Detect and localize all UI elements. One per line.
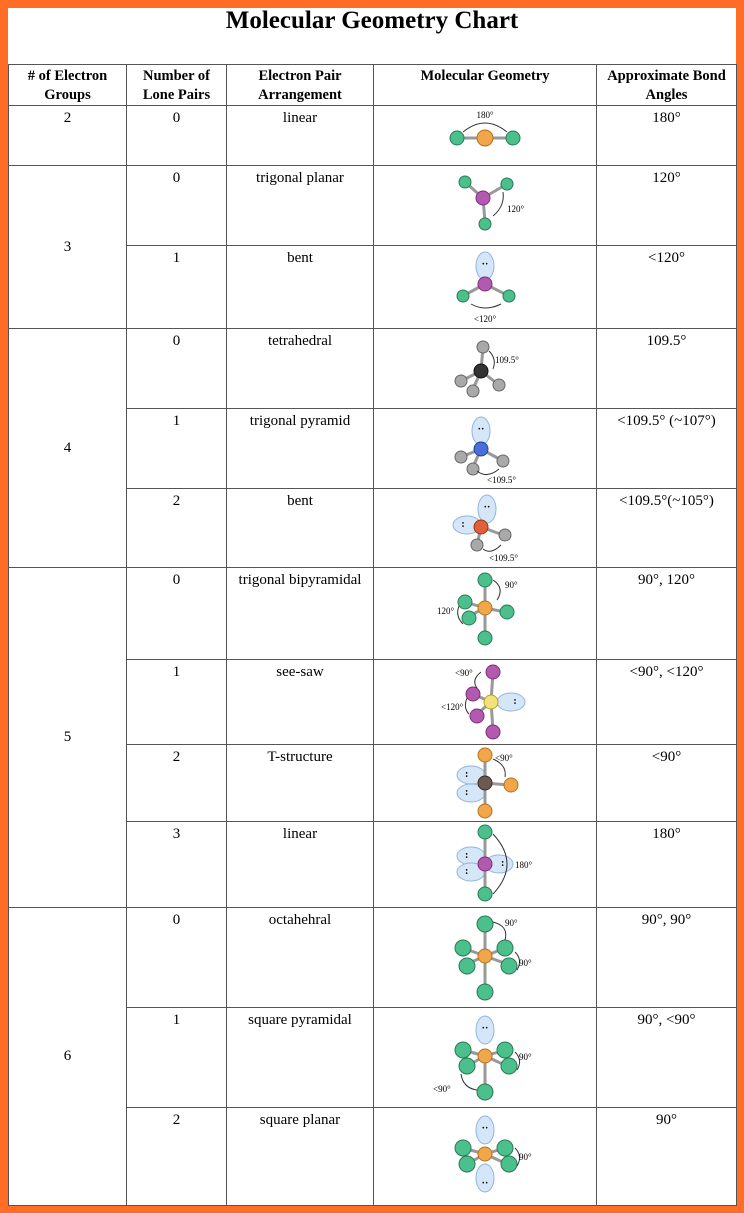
arrangement-cell (227, 246, 374, 329)
bond-angle-cell (597, 908, 737, 1008)
electron-groups-value: 2 (63, 110, 72, 126)
arrangement-value: octahehral (268, 912, 332, 928)
table-row (9, 908, 737, 1008)
central-atom (474, 442, 488, 456)
arrangement-value: T-structure (267, 749, 333, 765)
arrangement-value: tetrahedral (267, 333, 333, 349)
svg-text:··: ·· (483, 502, 491, 513)
outer-atom (500, 605, 514, 619)
arrangement-value: trigonal planar (256, 170, 344, 186)
outer-atom (503, 290, 515, 302)
arrangement-value: linear (282, 826, 318, 842)
svg-text::: : (465, 850, 469, 861)
electron-groups-cell (9, 568, 127, 908)
bond-angle-value: 109.5° (646, 333, 687, 349)
arrangement-cell (227, 908, 374, 1008)
central-atom (478, 277, 492, 291)
lone-pairs-value: 1 (172, 664, 181, 680)
bond-angle-cell (597, 1108, 737, 1206)
header-groups: # of Electron Groups (9, 65, 127, 106)
outer-atom (459, 1058, 475, 1074)
tetrahedral-diagram (425, 329, 545, 405)
arrangement-cell (227, 106, 374, 166)
bond-angle-cell (597, 329, 737, 409)
bond-angle-value: <90° (651, 749, 682, 765)
angle-arc (493, 192, 503, 216)
outer-atom (467, 385, 479, 397)
arrangement-cell (227, 489, 374, 568)
lone-pairs-value: 0 (172, 110, 181, 126)
bond-angle-value: 180° (652, 826, 681, 842)
electron-groups-cell (9, 329, 127, 568)
table-row (9, 106, 737, 166)
arrangement-cell (227, 660, 374, 745)
svg-text:··: ·· (481, 1123, 489, 1134)
outer-atom (486, 725, 500, 739)
arrangement-value: linear (282, 110, 318, 126)
geometry-table (8, 64, 737, 1206)
bond-angle-cell (597, 660, 737, 745)
geometry-cell (374, 246, 597, 329)
outer-atom (467, 463, 479, 475)
geometry-cell (374, 1008, 597, 1108)
arrangement-value: see-saw (276, 664, 324, 680)
see-saw-diagram (425, 660, 545, 742)
arrangement-cell (227, 166, 374, 246)
outer-atom (478, 573, 492, 587)
bond-angle-value: 90°, 90° (641, 912, 692, 928)
octahedral-diagram (425, 908, 545, 1004)
outer-atom (455, 375, 467, 387)
chart-sheet (8, 8, 736, 1205)
geometry-cell (374, 660, 597, 745)
angle-arc (477, 469, 499, 475)
outer-atom (478, 887, 492, 901)
central-atom (478, 949, 492, 963)
bond-angle-cell (597, 745, 737, 822)
angle-arc (483, 545, 501, 551)
header-geometry: Molecular Geometry (374, 65, 597, 106)
trigonal-planar-diagram (425, 166, 545, 242)
angle-label: 120° (437, 606, 455, 616)
geometry-cell (374, 568, 597, 660)
angle-label: <90° (455, 668, 473, 678)
electron-groups-cell (9, 166, 127, 329)
outer-atom (478, 748, 492, 762)
bond-angle-cell (597, 568, 737, 660)
electron-groups-value: 3 (63, 238, 72, 255)
outer-atom (477, 341, 489, 353)
angle-label: <120° (473, 314, 497, 324)
lone-pairs-cell (127, 1108, 227, 1206)
bent-tetrahedral-diagram (425, 489, 545, 565)
angle-arc (489, 351, 494, 369)
arrangement-cell (227, 745, 374, 822)
bond-angle-value: <109.5° (~107°) (617, 413, 716, 429)
outer-atom (497, 1042, 513, 1058)
svg-text:··: ·· (481, 1178, 489, 1189)
bond-angle-value: 120° (652, 170, 681, 186)
electron-groups-cell (9, 908, 127, 1206)
lone-pairs-value: 0 (172, 572, 181, 588)
arrangement-value: trigonal pyramid (249, 413, 351, 429)
t-structure-diagram (425, 745, 545, 819)
svg-text::: : (465, 769, 469, 780)
bond-angle-cell (597, 489, 737, 568)
arrangement-cell (227, 1008, 374, 1108)
arrangement-cell (227, 329, 374, 409)
angle-label: 120° (507, 204, 525, 214)
lone-pairs-cell (127, 908, 227, 1008)
svg-text:··: ·· (481, 1023, 489, 1034)
svg-text::: : (465, 866, 469, 877)
bond-angle-cell (597, 246, 737, 329)
lone-pairs-value: 0 (172, 333, 181, 349)
angle-label: 90° (505, 918, 518, 928)
electron-groups-value: 4 (63, 439, 72, 456)
angle-label: <109.5° (489, 553, 518, 563)
angle-label: 109.5° (495, 355, 519, 365)
arrangement-value: square pyramidal (248, 1012, 352, 1028)
header-arrangement: Electron Pair Arrangement (227, 65, 374, 106)
outer-atom (458, 595, 472, 609)
angle-arc (475, 672, 481, 688)
lone-pairs-cell (127, 1008, 227, 1108)
outer-atom (501, 958, 517, 974)
bond-angle-value: <90°, <120° (629, 664, 704, 680)
angle-label: <90° (433, 1084, 451, 1094)
header-lone-pairs: Number of Lone Pairs (127, 65, 227, 106)
angle-label: 90° (519, 1052, 532, 1062)
central-atom (478, 857, 492, 871)
bond-angle-value: 180° (652, 110, 681, 126)
outer-atom (501, 178, 513, 190)
trigonal-bipyramidal-diagram (425, 568, 545, 656)
arrangement-value: square planar (259, 1112, 341, 1128)
geometry-cell (374, 329, 597, 409)
outer-atom (471, 539, 483, 551)
geometry-cell (374, 745, 597, 822)
lone-pairs-value: 1 (172, 413, 181, 429)
electron-groups-value: 6 (63, 1048, 72, 1064)
arrangement-cell (227, 409, 374, 489)
page-title: Molecular Geometry Chart (225, 7, 519, 34)
lone-pairs-cell (127, 106, 227, 166)
table-row (9, 568, 737, 660)
angle-label: 90° (519, 1152, 532, 1162)
bond-angle-value: 90°, <90° (637, 1012, 696, 1028)
outer-atom (501, 1058, 517, 1074)
bond-angle-cell (597, 822, 737, 908)
outer-atom (455, 1042, 471, 1058)
outer-atom (455, 451, 467, 463)
bond-angle-value: 90° (656, 1112, 677, 1128)
svg-text:··: ·· (481, 259, 489, 270)
lone-pairs-cell (127, 329, 227, 409)
arrangement-value: trigonal bipyramidal (238, 572, 362, 588)
geometry-cell (374, 489, 597, 568)
central-atom (478, 1049, 492, 1063)
central-atom (476, 191, 490, 205)
linear-five-group-diagram (425, 822, 545, 904)
outer-atom (497, 940, 513, 956)
bond-angle-value: 90°, 120° (638, 572, 695, 588)
header-angles: Approximate Bond Angles (597, 65, 737, 106)
geometry-cell (374, 166, 597, 246)
central-atom (474, 364, 488, 378)
bent-molecule-diagram (425, 246, 545, 326)
lone-pairs-value: 1 (172, 250, 181, 266)
arrangement-value: bent (287, 493, 313, 509)
angle-arc (471, 304, 501, 308)
outer-atom (479, 218, 491, 230)
bond-angle-value: <120° (648, 250, 685, 266)
outer-atom (459, 958, 475, 974)
angle-label: 180° (515, 860, 533, 870)
angle-arc (493, 580, 500, 600)
lone-pairs-cell (127, 166, 227, 246)
outer-atom (504, 778, 518, 792)
central-atom (484, 695, 498, 709)
outer-atom (470, 709, 484, 723)
outer-atom (499, 529, 511, 541)
angle-label: <109.5° (487, 475, 516, 485)
trigonal-pyramid-diagram (425, 409, 545, 485)
outer-atom (493, 379, 505, 391)
bond-angle-cell (597, 409, 737, 489)
outer-atom (462, 611, 476, 625)
outer-atom (477, 916, 493, 932)
lone-pairs-cell (127, 660, 227, 745)
outer-atom (478, 804, 492, 818)
angle-arc (461, 1074, 477, 1090)
lone-pairs-cell (127, 745, 227, 822)
square-planar-diagram (425, 1108, 545, 1202)
square-pyramidal-diagram (425, 1008, 545, 1104)
lone-pairs-value: 1 (172, 1012, 181, 1028)
central-atom (474, 520, 488, 534)
central-atom (478, 601, 492, 615)
outer-atom (459, 1156, 475, 1172)
arrangement-cell (227, 568, 374, 660)
central-atom (478, 776, 492, 790)
svg-text::: : (513, 696, 517, 707)
outer-atom (478, 631, 492, 645)
angle-arc (493, 922, 506, 940)
header-row (9, 65, 737, 106)
central-atom (478, 1147, 492, 1161)
geometry-cell (374, 106, 597, 166)
lone-pairs-cell (127, 246, 227, 329)
bond-angle-cell (597, 106, 737, 166)
bond-angle-value: <109.5°(~105°) (619, 493, 714, 509)
outer-atom (497, 1140, 513, 1156)
geometry-cell (374, 822, 597, 908)
angle-label: <120° (441, 702, 464, 712)
lone-pairs-value: 2 (172, 493, 181, 509)
outer-atom (477, 984, 493, 1000)
outer-atom (450, 131, 464, 145)
outer-atom (497, 455, 509, 467)
angle-label: <90° (495, 753, 513, 763)
outer-atom (486, 665, 500, 679)
lone-pair-lobe (497, 693, 525, 711)
lone-pairs-cell (127, 489, 227, 568)
electron-groups-cell (9, 106, 127, 166)
geometry-cell (374, 1108, 597, 1206)
lone-pairs-value: 0 (172, 170, 181, 186)
table-row (9, 329, 737, 409)
bond-angle-cell (597, 1008, 737, 1108)
angle-label: 90° (505, 580, 518, 590)
electron-groups-value: 5 (63, 729, 72, 745)
svg-text::: : (465, 787, 469, 798)
outer-atom (455, 1140, 471, 1156)
outer-atom (506, 131, 520, 145)
lone-pairs-cell (127, 822, 227, 908)
geometry-cell (374, 409, 597, 489)
outer-atom (477, 1084, 493, 1100)
outer-atom (466, 687, 480, 701)
geometry-cell (374, 908, 597, 1008)
outer-atom (455, 940, 471, 956)
lone-pairs-value: 2 (172, 749, 181, 765)
outer-atom (501, 1156, 517, 1172)
arrangement-value: bent (287, 250, 313, 266)
outer-atom (457, 290, 469, 302)
outer-atom (478, 825, 492, 839)
arrangement-cell (227, 1108, 374, 1206)
angle-label: 90° (519, 958, 532, 968)
bond-angle-cell (597, 166, 737, 246)
table-row (9, 166, 737, 246)
linear-molecule-diagram (425, 106, 545, 164)
arrangement-cell (227, 822, 374, 908)
svg-text::: : (501, 858, 505, 869)
svg-text::: : (461, 519, 465, 530)
outer-atom (459, 176, 471, 188)
angle-arc (465, 698, 469, 714)
lone-pairs-value: 3 (172, 826, 181, 842)
lone-pairs-value: 2 (172, 1112, 181, 1128)
lone-pairs-cell (127, 409, 227, 489)
lone-pairs-cell (127, 568, 227, 660)
lone-pairs-value: 0 (172, 912, 181, 928)
angle-label: 180° (476, 110, 494, 120)
svg-text:··: ·· (477, 424, 485, 435)
central-atom (477, 130, 493, 146)
